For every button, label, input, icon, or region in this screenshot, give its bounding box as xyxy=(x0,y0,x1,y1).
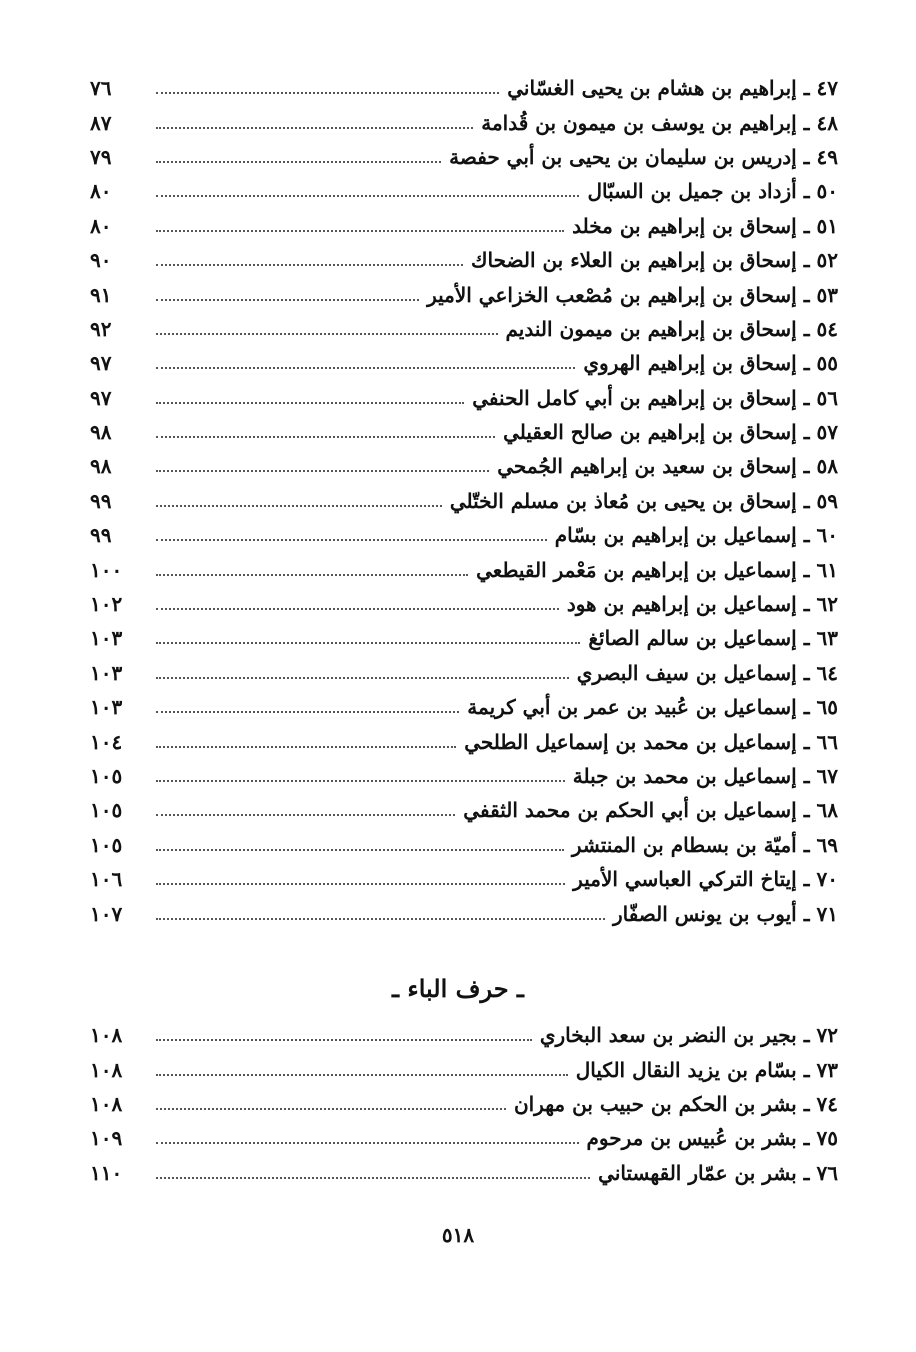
toc-entry-page: ١٠٢ xyxy=(90,592,123,617)
toc-row xyxy=(74,1087,838,1121)
dot-leader xyxy=(156,539,547,541)
toc-entry-title: ٥٨ ـ إسحاق بن سعيد بن إبراهيم الجُمحي xyxy=(497,454,838,479)
toc-entry-title: ٦١ ـ إسماعيل بن إبراهيم بن مَعْمر القيطعي xyxy=(476,557,838,582)
toc-entry-title: ٥٣ ـ إسحاق بن إبراهيم بن مُصْعب الخزاعي الأمير xyxy=(427,282,838,307)
toc-entry-title: ٥٤ ـ إسحاق بن إبراهيم بن ميمون النديم xyxy=(505,316,838,341)
toc-entry-page: ٩١ xyxy=(90,282,112,307)
toc-entry-page: ١٠٥ xyxy=(90,832,123,857)
toc-row xyxy=(74,587,838,621)
toc-section-baa xyxy=(74,1018,838,1190)
toc-entry-page: ٧٩ xyxy=(90,144,112,169)
toc-row xyxy=(74,724,838,758)
toc-row xyxy=(74,415,838,449)
toc-entry-page: ٧٦ xyxy=(90,76,112,101)
toc-entry-title: ٥٠ ـ أزداد بن جميل بن السبّال xyxy=(587,179,838,204)
toc-section-alif xyxy=(74,71,838,931)
toc-entry-title: ٦٤ ـ إسماعيل بن سيف البصري xyxy=(576,660,838,685)
toc-row xyxy=(74,621,838,655)
toc-entry-page: ١٠٧ xyxy=(90,901,123,926)
toc-entry-title: ٥٧ ـ إسحاق بن إبراهيم بن صالح العقيلي xyxy=(503,420,838,445)
dot-leader xyxy=(156,1074,568,1076)
dot-leader xyxy=(156,299,419,301)
toc-entry-page: ١٠٨ xyxy=(90,1091,123,1116)
dot-leader xyxy=(156,402,464,404)
toc-entry-page: ٩٨ xyxy=(90,420,112,445)
dot-leader xyxy=(156,470,489,472)
page-number: ٥١٨ xyxy=(441,1223,475,1247)
dot-leader xyxy=(156,711,459,713)
toc-entry-title: ٧٤ ـ بشر بن الحكم بن حبيب بن مهران xyxy=(513,1091,838,1116)
toc-entry-page: ١٠٨ xyxy=(90,1023,123,1048)
section-heading: ـ حرف الباء ـ xyxy=(392,974,524,1003)
toc-entry-title: ٥٩ ـ إسحاق بن يحيى بن مُعاذ بن مسلم الختّلي xyxy=(449,488,838,513)
toc-entry-title: ٥٦ ـ إسحاق بن إبراهيم بن أبي كامل الحنفي xyxy=(472,385,838,410)
dot-leader xyxy=(156,746,456,748)
toc-entry-title: ٤٩ ـ إدريس بن سليمان بن يحيى بن أبي حفصة xyxy=(449,144,838,169)
toc-row xyxy=(74,1018,838,1052)
toc-entry-page: ١٠٦ xyxy=(90,867,123,892)
toc-entry-page: ٨٠ xyxy=(90,179,112,204)
dot-leader xyxy=(156,195,579,197)
toc-entry-page: ١١٠ xyxy=(90,1160,123,1185)
toc-row xyxy=(74,71,838,105)
toc-row xyxy=(74,1052,838,1086)
dot-leader xyxy=(156,333,498,335)
dot-leader xyxy=(156,574,468,576)
dot-leader xyxy=(156,883,565,885)
toc-entry-title: ٧٥ ـ بشر بن عُبيس بن مرحوم xyxy=(586,1126,838,1151)
toc-entry-page: ٩٧ xyxy=(90,351,112,376)
dot-leader xyxy=(156,161,441,163)
toc-row xyxy=(74,759,838,793)
toc-row xyxy=(74,656,838,690)
dot-leader xyxy=(156,367,575,369)
toc-entry-title: ٥٢ ـ إسحاق بن إبراهيم بن العلاء بن الضحاك xyxy=(471,248,838,273)
dot-leader xyxy=(156,814,455,816)
toc-row xyxy=(74,140,838,174)
toc-entry-title: ٤٨ ـ إبراهيم بن يوسف بن ميمون بن قُدامة xyxy=(481,110,838,135)
toc-entry-page: ١٠٠ xyxy=(90,557,123,582)
dot-leader xyxy=(156,1108,506,1110)
dot-leader xyxy=(156,677,569,679)
toc-entry-page: ١٠٥ xyxy=(90,764,123,788)
dot-leader xyxy=(156,1142,579,1144)
toc-entry-title: ٧١ ـ أيوب بن يونس الصفّار xyxy=(612,901,838,926)
dot-leader xyxy=(156,127,473,129)
toc-row xyxy=(74,518,838,552)
toc-entry-page: ١٠٣ xyxy=(90,626,123,651)
toc-row xyxy=(74,552,838,586)
toc-entry-title: ٦٢ ـ إسماعيل بن إبراهيم بن هود xyxy=(566,592,838,617)
toc-entry-title: ٥٥ ـ إسحاق بن إبراهيم الهروي xyxy=(583,351,838,376)
toc-entry-title: ٤٧ ـ إبراهيم بن هشام بن يحيى الغسّاني xyxy=(507,76,838,101)
toc-entry-page: ٨٠ xyxy=(90,213,112,238)
dot-leader xyxy=(156,505,442,507)
dot-leader xyxy=(156,608,559,610)
toc-row xyxy=(74,1121,838,1155)
toc-entry-page: ٩٨ xyxy=(90,454,112,479)
toc-entry-title: ٦٦ ـ إسماعيل بن محمد بن إسماعيل الطلحي xyxy=(464,729,838,754)
dot-leader xyxy=(156,436,495,438)
toc-row xyxy=(74,449,838,483)
toc-row xyxy=(74,862,838,896)
toc-entry-page: ١٠٥ xyxy=(90,798,123,823)
toc-entry-title: ٧٠ ـ إيتاخ التركي العباسي الأمير xyxy=(573,867,838,892)
toc-entry-page: ٩٩ xyxy=(90,488,112,513)
toc-row xyxy=(74,277,838,311)
toc-entry-title: ٧٢ ـ بجير بن النضر بن سعد البخاري xyxy=(539,1023,838,1048)
toc-entry-title: ٦٩ ـ أميّة بن بسطام بن المنتشر xyxy=(571,832,838,857)
toc-entry-page: ١٠٨ xyxy=(90,1057,123,1082)
toc-entry-page: ١٠٣ xyxy=(90,660,123,685)
toc-row xyxy=(74,381,838,415)
toc-row xyxy=(74,896,838,930)
toc-entry-page: ٩٧ xyxy=(90,385,112,410)
toc-row xyxy=(74,209,838,243)
toc-entry-page: ١٠٤ xyxy=(90,729,123,754)
toc-entry-title: ٧٣ ـ بسّام بن يزيد النقال الكيال xyxy=(575,1057,838,1082)
dot-leader xyxy=(156,849,564,851)
dot-leader xyxy=(156,264,463,266)
toc-entry-title: ٦٨ ـ إسماعيل بن أبي الحكم بن محمد الثقفي xyxy=(463,798,838,823)
toc-row xyxy=(74,484,838,518)
toc-entry-title: ٦٥ ـ إسماعيل بن عُبيد بن عمر بن أبي كريمة xyxy=(467,695,838,720)
toc-entry-title: ٥١ ـ إسحاق بن إبراهيم بن مخلد xyxy=(572,213,838,238)
toc-row xyxy=(74,1156,838,1190)
dot-leader xyxy=(156,92,499,94)
dot-leader xyxy=(156,642,580,644)
toc-row xyxy=(74,346,838,380)
toc-entry-title: ٦٧ ـ إسماعيل بن محمد بن جبلة xyxy=(572,764,838,788)
toc-row xyxy=(74,828,838,862)
toc-entry-title: ٦٣ ـ إسماعيل بن سالم الصائغ xyxy=(588,626,838,651)
dot-leader xyxy=(156,1039,532,1041)
toc-row xyxy=(74,243,838,277)
toc-row xyxy=(74,174,838,208)
dot-leader xyxy=(156,230,564,232)
toc-entry-page: ٨٧ xyxy=(90,110,112,135)
dot-leader xyxy=(156,1177,590,1179)
toc-entry-page: ٩٠ xyxy=(90,248,112,273)
toc-row xyxy=(74,793,838,827)
toc-entry-page: ١٠٣ xyxy=(90,695,123,720)
toc-row xyxy=(74,690,838,724)
toc-row xyxy=(74,105,838,139)
dot-leader xyxy=(156,918,605,920)
toc-entry-page: ١٠٩ xyxy=(90,1126,123,1151)
toc-entry-title: ٦٠ ـ إسماعيل بن إبراهيم بن بسّام xyxy=(554,523,838,548)
toc-row xyxy=(74,312,838,346)
toc-entry-page: ٩٢ xyxy=(90,316,112,341)
toc-entry-page: ٩٩ xyxy=(90,523,112,548)
toc-entry-title: ٧٦ ـ بشر بن عمّار القهستاني xyxy=(598,1160,838,1185)
dot-leader xyxy=(156,780,565,782)
